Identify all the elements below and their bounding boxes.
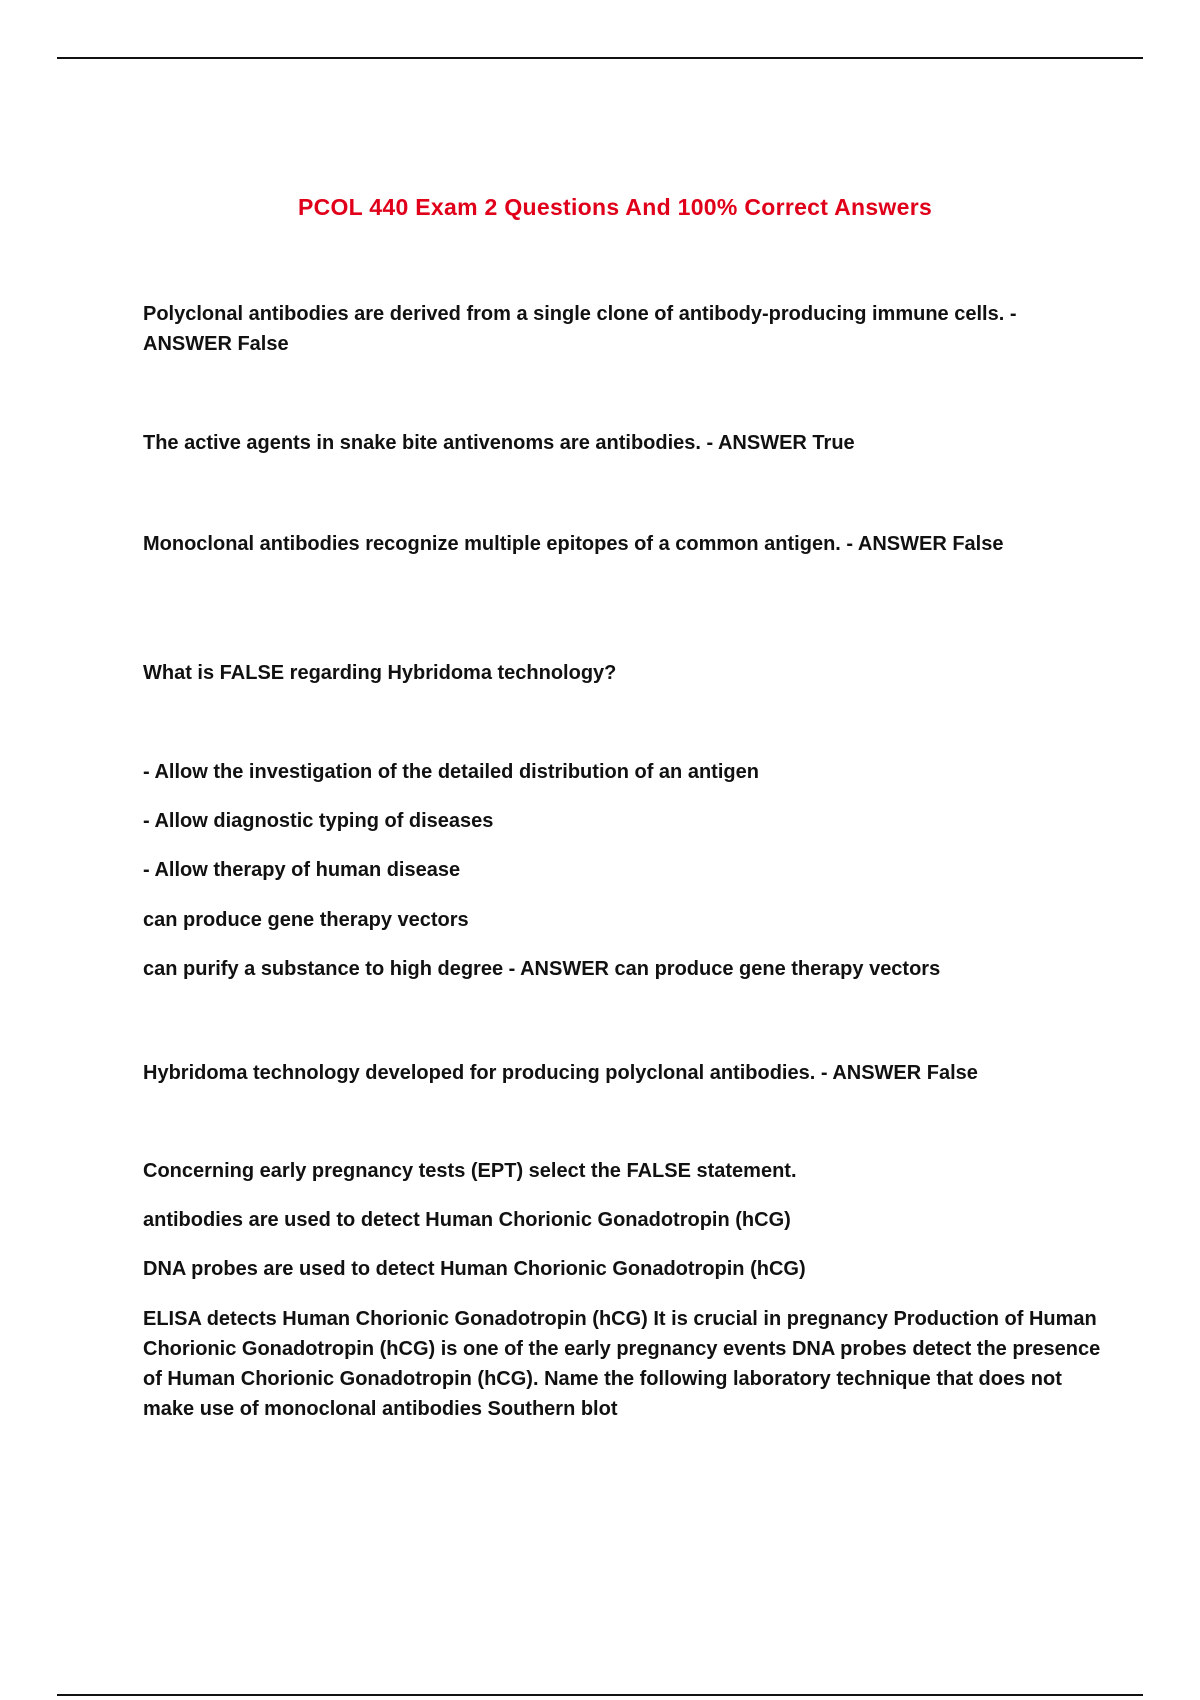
option-5-answer: can purify a substance to high degree - ANSWER can produce gene therapy vectors: [143, 958, 941, 980]
ept-option-1: antibodies are used to detect Human Chorionic Gonadotropin (hCG): [143, 1209, 791, 1231]
option-1: - Allow the investigation of the detailed distribution of an antigen: [143, 761, 759, 783]
paragraph-hybridoma-polyclonal: Hybridoma technology developed for producing polyclonal antibodies. - ANSWER False: [143, 1062, 978, 1084]
option-4: can produce gene therapy vectors: [143, 909, 469, 931]
option-3: - Allow therapy of human disease: [143, 859, 461, 881]
document-title: PCOL 440 Exam 2 Questions And 100% Correct Answers: [297, 194, 933, 220]
question-hybridoma: What is FALSE regarding Hybridoma technology?: [143, 662, 617, 684]
paragraph-2: The active agents in snake bite antivenoms are antibodies. - ANSWER True: [143, 432, 855, 454]
bottom-rule: [57, 1694, 1143, 1696]
question-ept: Concerning early pregnancy tests (EPT) select the FALSE statement.: [143, 1160, 797, 1182]
paragraph-3: Monoclonal antibodies recognize multiple epitopes of a common antigen. - ANSWER False: [143, 533, 1004, 555]
ept-option-2: DNA probes are used to detect Human Chorionic Gonadotropin (hCG): [143, 1258, 806, 1280]
top-rule: [57, 57, 1143, 59]
ept-option-3-and-next: ELISA detects Human Chorionic Gonadotropin (hCG) It is crucial in pregnancy Production of Human Chorionic Gonadotropin (hCG) is one of the early pregnancy events DNA probes detect the presence of Human Chorionic Gonadotropin (hCG). Name the following laboratory technique that does not make use of monoclonal antibodies Southern blot: [143, 1308, 1101, 1420]
paragraph-1: Polyclonal antibodies are derived from a single clone of antibody-producing immune cells. - ANSWER False: [143, 303, 1017, 355]
option-2: - Allow diagnostic typing of diseases: [143, 810, 494, 832]
